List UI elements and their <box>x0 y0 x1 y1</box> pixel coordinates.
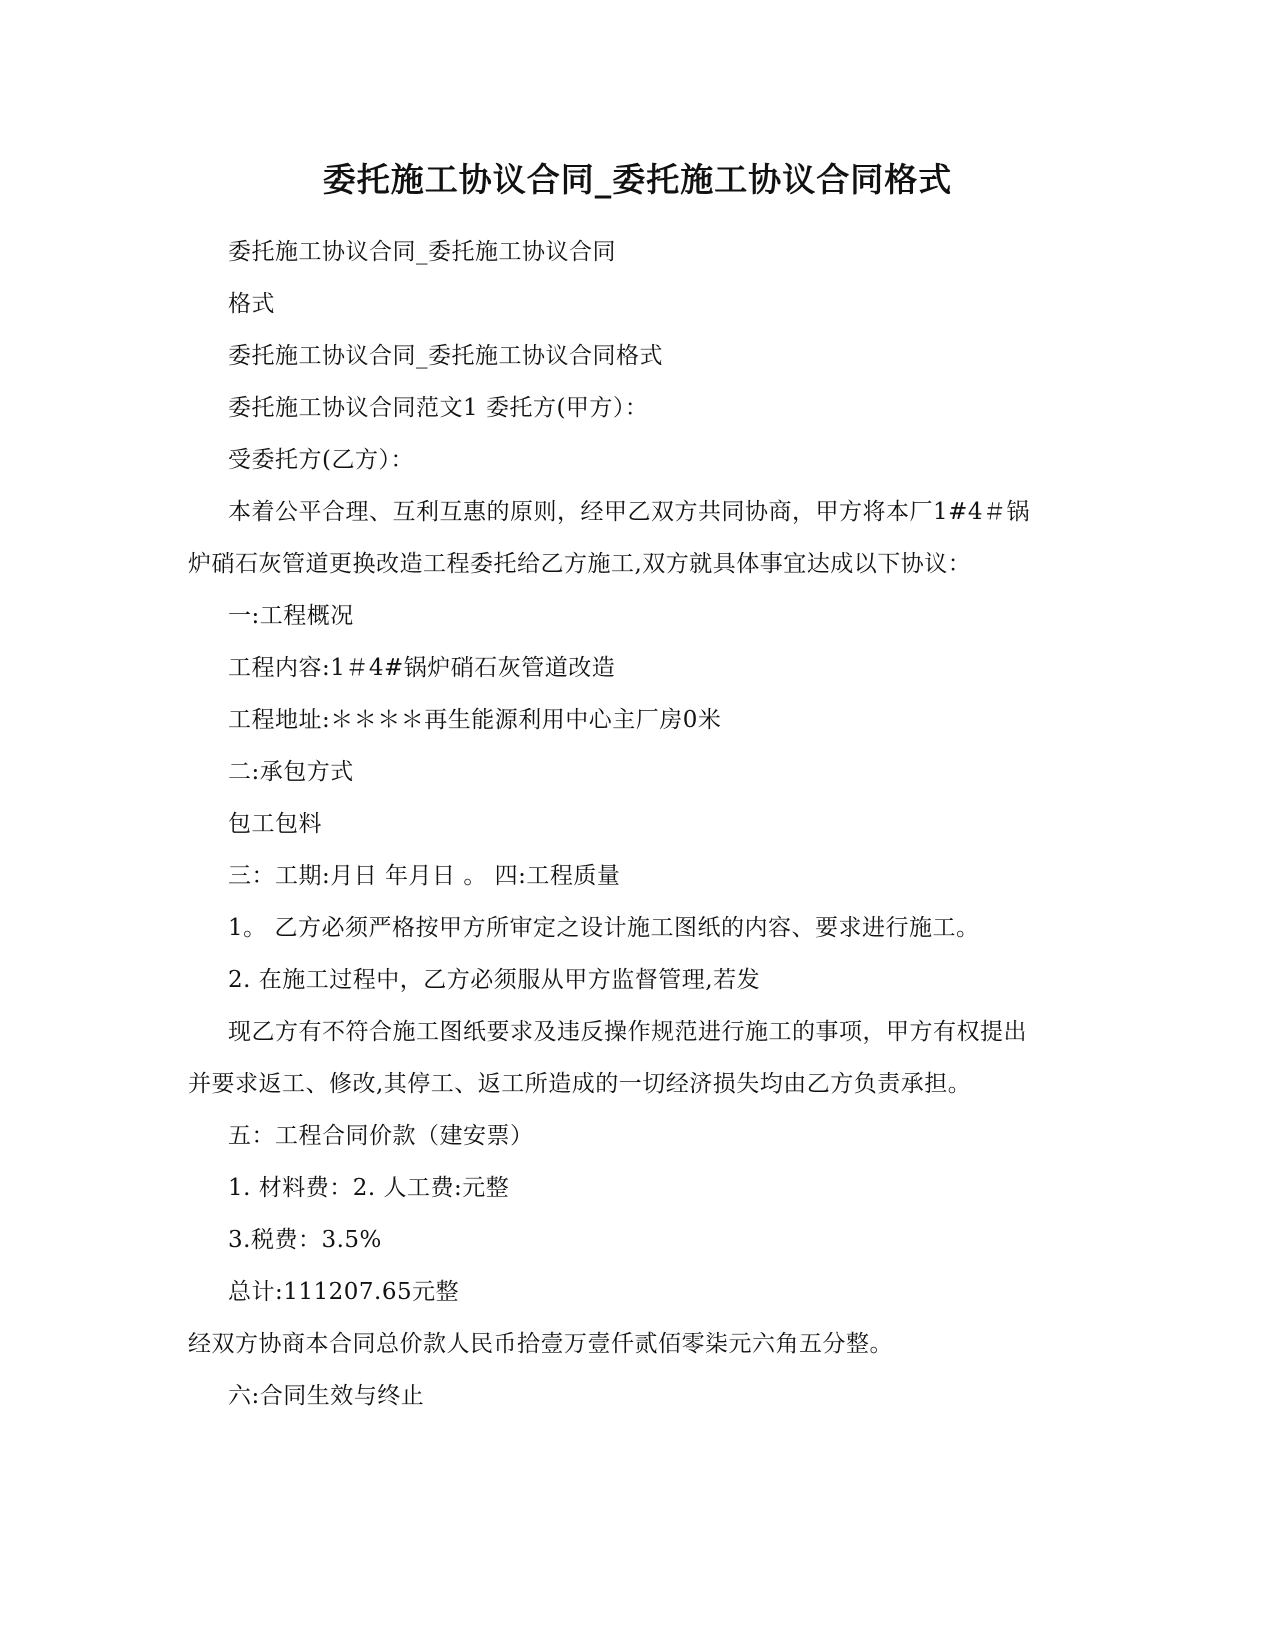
paragraph-line: 包工包料 <box>228 811 322 837</box>
paragraph-line: 工程内容:1＃4#锅炉硝石灰管道改造 <box>228 655 616 681</box>
paragraph-line: 炉硝石灰管道更换改造工程委托给乙方施工,双方就具体事宜达成以下协议： <box>188 551 972 577</box>
paragraph-line: 总计:111207.65元整 <box>228 1279 460 1305</box>
document-title: 委托施工协议合同_委托施工协议合同格式 <box>322 160 953 199</box>
paragraph-line: 委托施工协议合同_委托施工协议合同 <box>228 239 616 265</box>
paragraph-line: 工程地址:＊＊＊＊再生能源利用中心主厂房0米 <box>228 707 722 733</box>
paragraph-line: 格式 <box>228 291 275 317</box>
section-heading: 一:工程概况 <box>228 603 354 629</box>
section-heading: 五：工程合同价款（建安票） <box>228 1123 534 1149</box>
paragraph-line: 委托施工协议合同_委托施工协议合同格式 <box>228 343 663 369</box>
paragraph-line: 2. 在施工过程中，乙方必须服从甲方监督管理,若发 <box>228 967 761 993</box>
section-heading: 六:合同生效与终止 <box>228 1383 425 1409</box>
paragraph-line: 受委托方(乙方）： <box>228 447 414 473</box>
paragraph-line: 委托施工协议合同范文1 委托方(甲方）： <box>228 395 649 421</box>
paragraph-line: 1. 材料费：2. 人工费:元整 <box>228 1175 510 1201</box>
section-heading: 二:承包方式 <box>228 759 354 785</box>
paragraph-line: 1。 乙方必须严格按甲方所审定之设计施工图纸的内容、要求进行施工。 <box>228 915 980 941</box>
section-heading: 三：工期:月日 年月日 。 四:工程质量 <box>228 863 621 889</box>
paragraph-line: 并要求返工、修改,其停工、返工所造成的一切经济损失均由乙方负责承担。 <box>188 1071 972 1097</box>
paragraph-line: 现乙方有不符合施工图纸要求及违反操作规范进行施工的事项，甲方有权提出 <box>228 1019 1027 1045</box>
paragraph-line: 经双方协商本合同总价款人民币拾壹万壹仟贰佰零柒元六角五分整。 <box>188 1331 893 1357</box>
paragraph-line: 3.税费：3.5% <box>228 1227 382 1253</box>
paragraph-line: 本着公平合理、互利互惠的原则，经甲乙双方共同协商，甲方将本厂1#4＃锅 <box>228 499 1031 525</box>
